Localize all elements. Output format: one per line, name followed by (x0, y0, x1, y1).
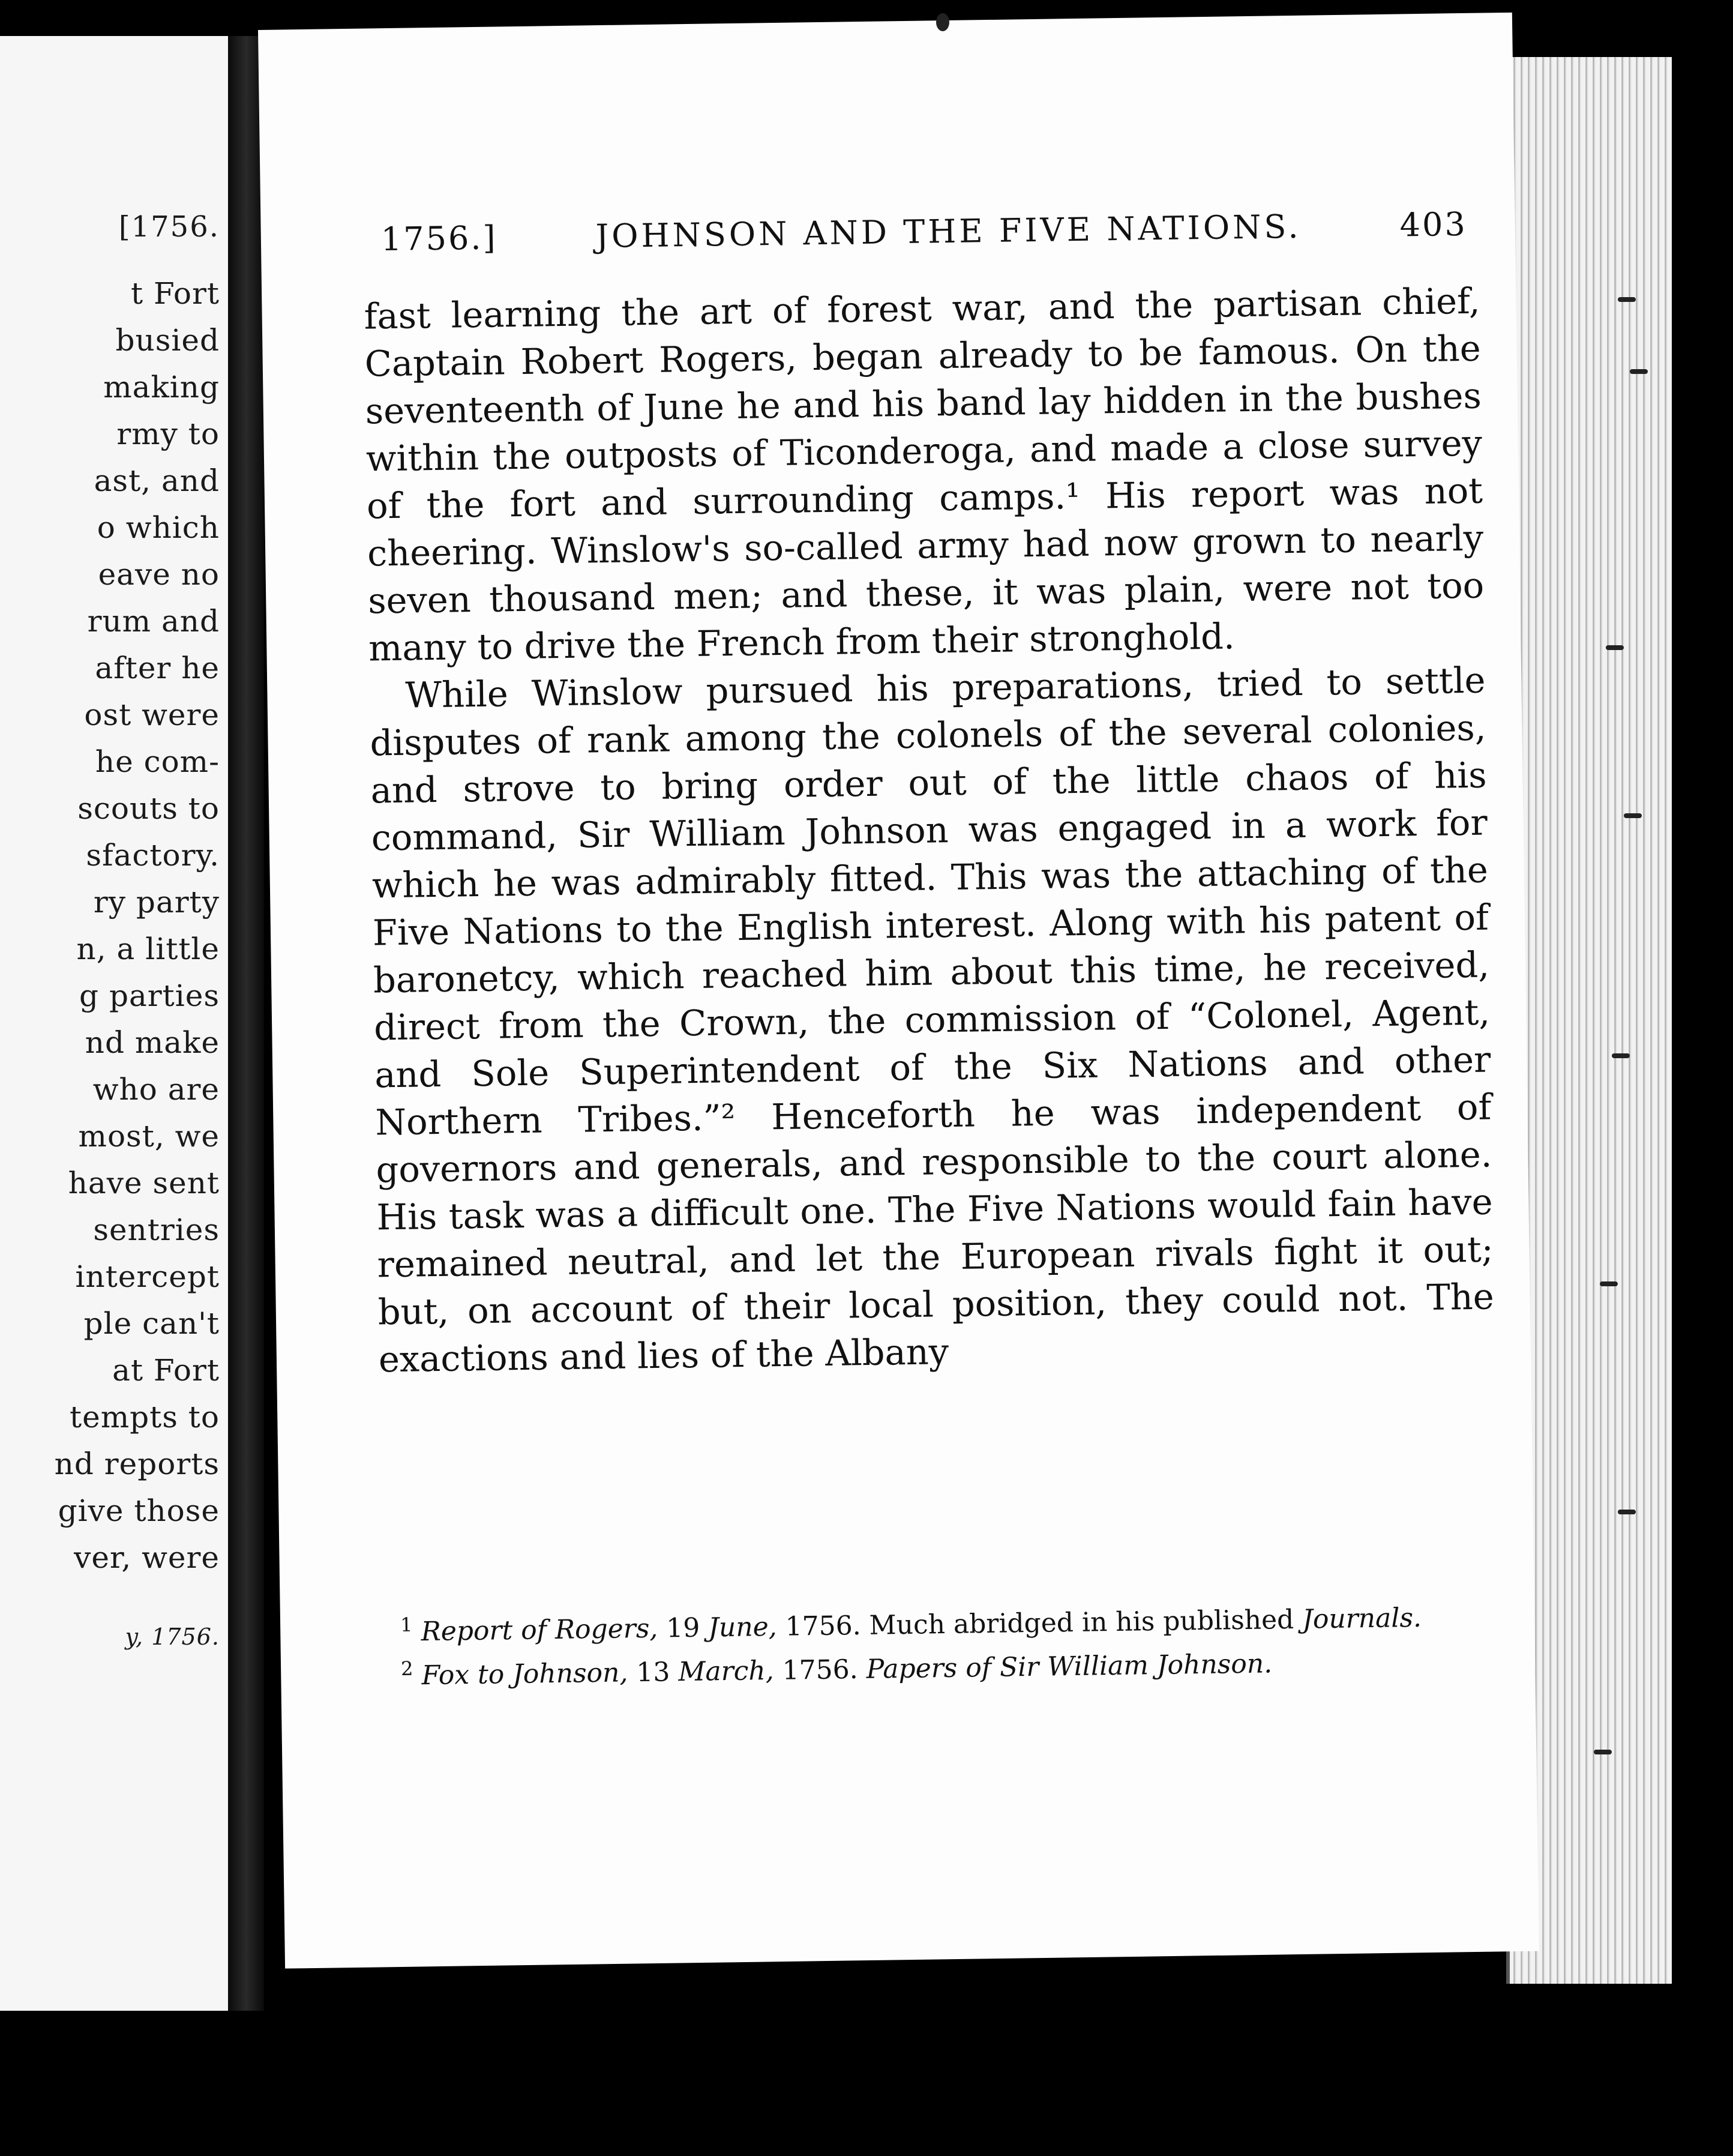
left-page-line: after he (95, 651, 220, 685)
left-page-line: tempts to (70, 1400, 220, 1435)
scan-speck (936, 13, 949, 31)
left-page-header: [1756. (118, 210, 220, 244)
body-text (364, 277, 1495, 1384)
left-page-line: ost were (84, 697, 220, 732)
left-page-line: g parties (79, 978, 220, 1013)
page-number: 403 (1399, 205, 1468, 244)
left-page-line: he com- (95, 744, 220, 779)
left-page-line: intercept (75, 1259, 220, 1294)
left-page-line: give those (58, 1493, 220, 1528)
paragraph-1: fast learning the art of forest war, and the partisan chief, Captain Robert Rogers, began already to be famous. On the seventeenth of June he and his band lay hidden in the bushes within the outposts of Ticonderoga, and made a close survey of the fort and surrounding camps.¹ His report was not cheering. Winslow's so-called army had now grown to nearly seven thousand men; and these, it was plain, were not too many to drive the French from their stronghold. (364, 280, 1485, 669)
left-page-line: making (103, 370, 220, 405)
left-page-line: ast, and (94, 463, 220, 498)
left-page-line: rum and (87, 604, 220, 639)
left-page-line: nd reports (54, 1447, 220, 1481)
left-page-line: sfactory. (86, 838, 220, 873)
left-page-line: t Fort (130, 276, 220, 311)
book-gutter (228, 36, 264, 2011)
footnote-1: $^1$ Report of Rogers, 19 June, 1756. Much abridged in his published Journals. (400, 1602, 1422, 1648)
left-page-line: have sent (68, 1166, 220, 1200)
left-page-line: ple can't (83, 1306, 220, 1341)
left-page-line: o which (97, 510, 220, 545)
left-page-line: who are (92, 1072, 220, 1107)
left-page-line: ry party (93, 885, 220, 920)
left-page-line: at Fort (112, 1353, 220, 1388)
left-page-line: rmy to (116, 417, 220, 451)
left-page-line: eave no (98, 557, 220, 592)
right-page (258, 13, 1539, 1969)
running-head-title: JOHNSON AND THE FIVE NATIONS. (595, 207, 1302, 256)
left-page-footnote-fragment: y, 1756. (125, 1624, 220, 1650)
left-page-line: ver, were (74, 1540, 220, 1575)
paragraph-2: While Winslow pursued his preparations, tried to settle disputes of rank among the colonels of the several colonies, and strove to bring order out of the little chaos of his command, Sir William Johnson was engaged in a work for which he was admirably fitted. This was the attaching of the Five Nations to the English interest. Along with his patent of baronetcy, which reached him about this time, he received, direct from the Crown, the commission of “Colonel, Agent, and Sole Superintendent of the Six Nations and other Northern Tribes.”² Henceforth he was independent of governors and generals, and responsible to the court alone. His task was a difficult one. The Five Nations would fain have remained neutral, and let the European rivals fight it out; but, on account of their local position, they could not. The exactions and lies of the Albany (370, 659, 1495, 1381)
footnotes (370, 1592, 1476, 1694)
left-page-line: nd make (85, 1025, 220, 1060)
footnote-2: $^2$ Fox to Johnson, 13 March, 1756. Papers of Sir William Johnson. (400, 1648, 1273, 1691)
left-page-line: busied (115, 323, 220, 358)
running-head (380, 205, 1467, 258)
left-page-line: scouts to (77, 791, 220, 826)
left-page-line: n, a little (76, 932, 220, 966)
running-head-year: 1756.] (380, 218, 497, 259)
left-page-line: sentries (93, 1212, 220, 1247)
left-page-line: most, we (78, 1119, 220, 1154)
left-page (0, 36, 228, 2011)
